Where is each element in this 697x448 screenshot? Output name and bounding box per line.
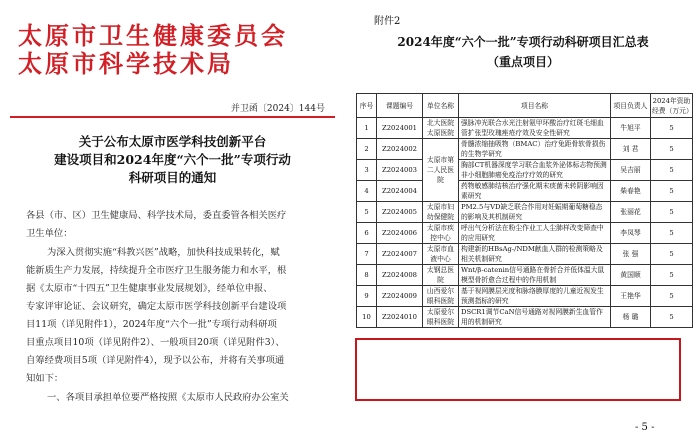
cell-project-name: 药物敏感肺结核治疗强化期末痰菌未转阴影响因素研究 — [459, 181, 611, 202]
cell-code: Z2024005 — [377, 202, 423, 223]
cell-unit: 太原市血液中心 — [423, 244, 459, 265]
table-row — [357, 265, 693, 286]
cell-code: Z2024006 — [377, 223, 423, 244]
cell-serial: 9 — [357, 286, 377, 307]
cell-funding: 5 — [651, 223, 693, 244]
cell-project-name: DSCR1调节CaN信号通路对视网膜新生血管作用的机制研究 — [459, 307, 611, 328]
red-divider — [10, 116, 335, 118]
cell-funding: 5 — [651, 307, 693, 328]
column-header-code: 课题编号 — [377, 94, 423, 118]
table-row — [357, 307, 693, 328]
column-header-unit: 单位名称 — [423, 94, 459, 118]
cell-project-name: Wnt/β-catenin信号通路在骨折合并低体温大鼠模型骨折愈合过程中的作用机制 — [459, 265, 611, 286]
cell-funding: 5 — [651, 118, 693, 139]
table-row — [357, 202, 693, 223]
table-row — [357, 244, 693, 265]
cell-serial: 6 — [357, 223, 377, 244]
cell-project-name: 呼出气分析法在粉尘作业工人尘肺样改变筛查中的应用研究 — [459, 223, 611, 244]
cell-code: Z2024007 — [377, 244, 423, 265]
cell-leader: 刘 君 — [611, 139, 651, 160]
cell-leader: 王艳华 — [611, 286, 651, 307]
cell-unit: 太原市妇幼保健院 — [423, 202, 459, 223]
cell-code: Z2024010 — [377, 307, 423, 328]
project-summary-table — [356, 93, 693, 328]
cell-code: Z2024008 — [377, 265, 423, 286]
notice-title-line-2: 建设项目和2024年度“六个一批”专项行动 — [54, 152, 291, 167]
cell-serial: 1 — [357, 118, 377, 139]
paragraph-line-3: 据《太原市“十四五”卫生健康事业发展规划》，经单位申报、 — [26, 283, 273, 294]
issuer-header-health-commission: 太原市卫生健康委员会 — [18, 22, 288, 50]
cell-unit: 太钢总医院 — [423, 265, 459, 286]
cell-code: Z2024002 — [377, 139, 423, 160]
table-row — [357, 223, 693, 244]
notice-page — [0, 0, 345, 448]
column-header-project-name: 项目名称 — [459, 94, 611, 118]
table-row — [357, 160, 693, 181]
document-number: 并卫函〔2024〕144号 — [230, 104, 325, 114]
cell-code: Z2024001 — [377, 118, 423, 139]
cell-leader: 牛旭平 — [611, 118, 651, 139]
table-header-row — [357, 94, 693, 118]
cell-serial: 10 — [357, 307, 377, 328]
cell-leader: 柴春艳 — [611, 181, 651, 202]
cell-code: Z2024003 — [377, 160, 423, 181]
cell-project-name: 胸部CT机器深度学习联合血浆外泌体标志物预测非小细胞肺癌免疫治疗疗效的研究 — [459, 160, 611, 181]
item-one-line: 一、各项目承担单位要严格按照《太原市人民政府办公室关 — [47, 392, 289, 403]
cell-unit: 太原市疾控中心 — [423, 223, 459, 244]
cell-project-name: 构建新的HBsAg-/NDM献血人群的检测策略及相关机制研究 — [459, 244, 611, 265]
cell-funding: 5 — [651, 181, 693, 202]
paragraph-line-7: 自筹经费项目5项（详见附件4），现予以公布，并将有关事项通 — [26, 355, 285, 366]
page-number: - 5 - — [635, 422, 655, 433]
paragraph-line-8: 知如下： — [26, 373, 64, 384]
cell-project-name: 强脉冲光联合水光注射氨甲环酸治疗红斑毛细血管扩张型玫瑰痤疮疗效及安全性研究 — [459, 118, 611, 139]
addressee-line-2: 卫生单位： — [26, 228, 73, 239]
cell-project-name: 骨髓浓缩抽吸物（BMAC）治疗兔距骨软骨损伤的生物学研究 — [459, 139, 611, 160]
cell-unit: 太原市第二人民医院 — [423, 139, 459, 202]
paragraph-line-4: 专家评审论证、会议研究，确定太原市医学科技创新平台建设项 — [26, 301, 287, 312]
notice-title-line-3: 科研项目的通知 — [128, 170, 217, 185]
table-subtitle: （重点项目） — [486, 55, 559, 69]
cell-unit: 山西爱尔眼科医院 — [423, 286, 459, 307]
cell-code: Z2024004 — [377, 181, 423, 202]
table-row — [357, 118, 693, 139]
notice-title-line-1: 关于公布太原市医学科技创新平台 — [78, 134, 267, 149]
paragraph-line-2: 能新质生产力发展，持续提升全市医疗卫生服务能力和水平，根 — [26, 265, 287, 276]
cell-leader: 杨 璐 — [611, 307, 651, 328]
table-row — [357, 286, 693, 307]
cell-funding: 5 — [651, 265, 693, 286]
paragraph-line-6: 目重点项目10项（详见附件2）、一般项目20项（详见附件3）、 — [26, 337, 285, 348]
table-row — [357, 181, 693, 202]
cell-leader: 吴吉丽 — [611, 160, 651, 181]
addressee-line-1: 各县（市、区）卫生健康局、科学技术局，委直委管各相关医疗 — [26, 210, 287, 221]
cell-funding: 5 — [651, 286, 693, 307]
cell-serial: 2 — [357, 139, 377, 160]
paragraph-line-5: 目11项（详见附件1），2024年度“六个一批”专项行动科研项 — [26, 319, 277, 330]
cell-serial: 7 — [357, 244, 377, 265]
cell-unit: 北大医院太原医院 — [423, 118, 459, 139]
table-title: 2024年度“六个一批”专项行动科研项目汇总表 — [397, 35, 649, 49]
cell-project-name: PM2.5与VD缺乏联合作用对妊娠期葡萄糖稳态的影响及其机制研究 — [459, 202, 611, 223]
column-header-leader: 项目负责人 — [611, 94, 651, 118]
cell-leader: 张 强 — [611, 244, 651, 265]
attachment-page — [348, 0, 697, 448]
cell-funding: 5 — [651, 160, 693, 181]
cell-leader: 黄国顺 — [611, 265, 651, 286]
cell-code: Z2024009 — [377, 286, 423, 307]
paragraph-line-1: 为深入贯彻实施“科教兴医”战略，加快科技成果转化，赋 — [47, 247, 280, 258]
issuer-header-science-bureau: 太原市科学技术局 — [18, 50, 234, 78]
column-header-serial: 序号 — [357, 94, 377, 118]
highlight-box — [355, 338, 681, 401]
cell-funding: 5 — [651, 139, 693, 160]
cell-serial: 3 — [357, 160, 377, 181]
attachment-label: 附件2 — [374, 16, 401, 27]
cell-leader: 李凤琴 — [611, 223, 651, 244]
cell-serial: 5 — [357, 202, 377, 223]
cell-funding: 5 — [651, 244, 693, 265]
table-row — [357, 139, 693, 160]
cell-funding: 5 — [651, 202, 693, 223]
cell-unit: 太原爱尔眼科医院 — [423, 307, 459, 328]
cell-leader: 张丽花 — [611, 202, 651, 223]
cell-serial: 8 — [357, 265, 377, 286]
cell-serial: 4 — [357, 181, 377, 202]
column-header-funding: 2024年资助经费（万元） — [651, 94, 693, 118]
cell-project-name: 基于视网膜层光度和脉络膜厚度的儿童近视发生预测指标的研究 — [459, 286, 611, 307]
